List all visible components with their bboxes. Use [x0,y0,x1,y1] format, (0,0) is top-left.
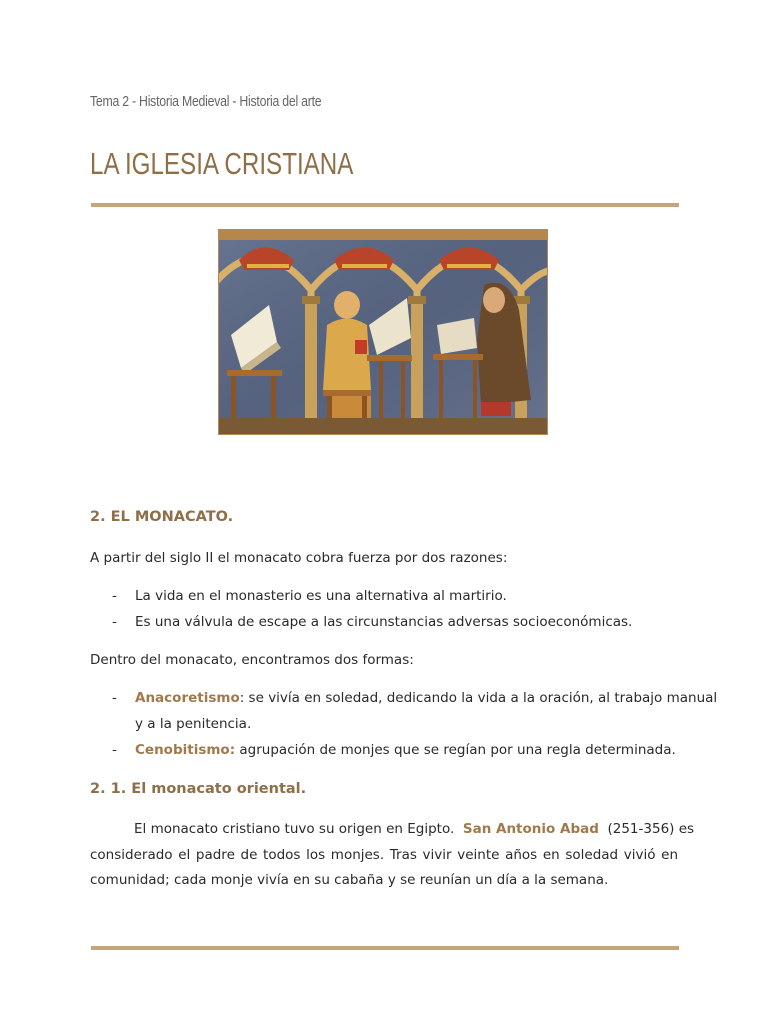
subsection-heading: 2. 1. El monacato oriental. [90,781,307,797]
list-item-text: Es una válvula de escape a las circunstancias adversas socioeconómicas. [135,614,633,630]
list-item-text: y a la penitencia. [135,716,252,732]
forms-intro-paragraph: Dentro del monacato, encontramos dos formas: [90,652,414,668]
bullet-dash: - [112,690,117,706]
term-definition: agrupación de monjes que se regían por una regla determinada. [235,742,676,758]
footer-divider [91,946,679,950]
document-title: LA IGLESIA CRISTIANA [90,146,354,181]
term-cenobitismo: Cenobitismo: [135,742,236,758]
paragraph-line-1 [90,821,695,837]
paragraph-text: (251-356) es [607,821,695,837]
term-definition: : se vivía en soledad, dedicando la vida a la oración, al trabajo manual [239,690,718,706]
paragraph-line-3: comunidad; cada monje vivía en su cabaña y se reunían un día a la semana. [90,872,609,888]
running-header: Tema 2 - Historia Medieval - Historia del arte [90,93,322,110]
title-divider [91,203,679,207]
bullet-dash: - [112,742,117,758]
list-item-text: La vida en el monasterio es una alternativa al martirio. [135,588,507,604]
list-item-text [135,690,717,706]
term-anacoretismo: Anacoretismo [135,690,240,706]
medieval-miniature-image [218,229,548,435]
paragraph-line-2: considerado el padre de todos los monjes. Tras vivir veinte años en soledad vivió en [90,847,678,863]
paragraph-text: El monacato cristiano tuvo su origen en Egipto. [134,821,455,837]
name-san-antonio-abad: San Antonio Abad [462,821,599,837]
list-item-text [135,742,676,758]
intro-paragraph: A partir del siglo II el monacato cobra fuerza por dos razones: [90,550,508,566]
bullet-dash: - [112,588,117,604]
section-heading: 2. EL MONACATO. [90,509,234,525]
bullet-dash: - [112,614,117,630]
